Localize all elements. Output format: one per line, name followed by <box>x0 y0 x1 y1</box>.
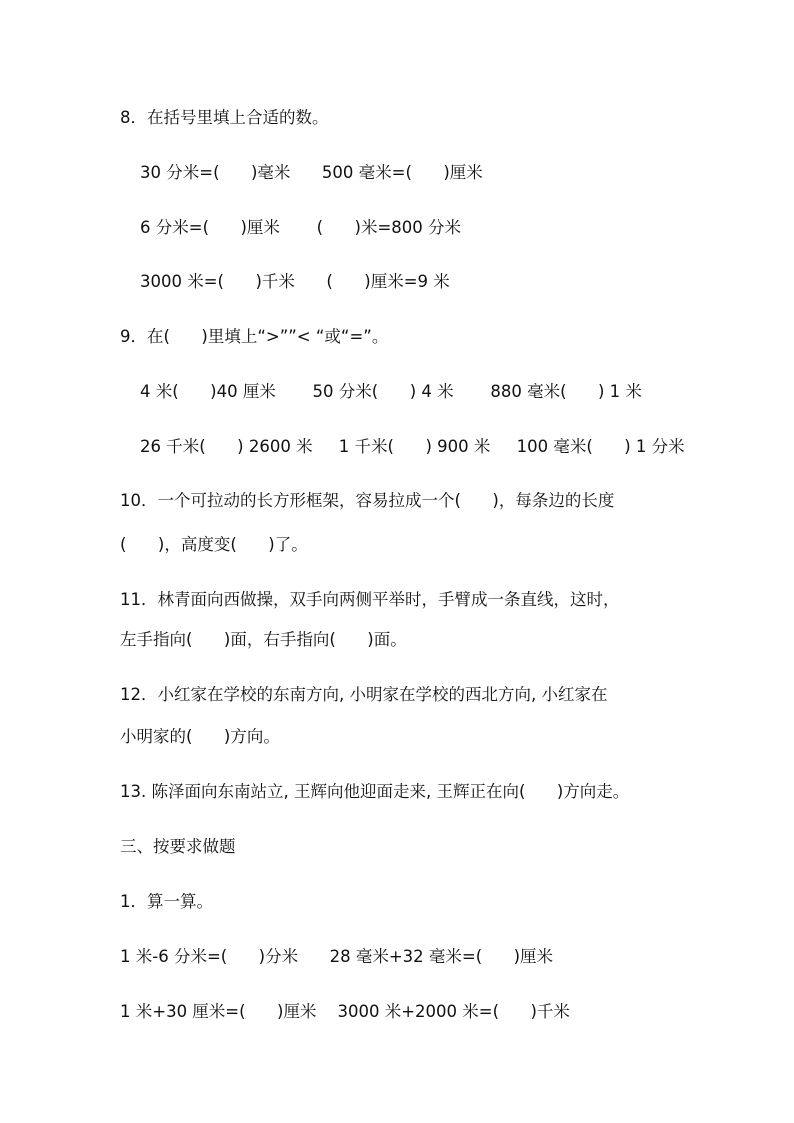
question-8-row-1: 30 分米=( )毫米 500 毫米=( )厘米 <box>140 163 483 182</box>
question-12-line-2: 小明家的( )方向。 <box>120 727 280 746</box>
question-11-line-2: 左手指向( )面，右手指向( )面。 <box>120 630 407 649</box>
question-9-row-2: 26 千米( ) 2600 米 1 千米( ) 900 米 100 毫米( ) 1 分米 <box>140 437 685 456</box>
question-9-row-1: 4 米( )40 厘米 50 分米( ) 4 米 880 毫米( ) 1 米 <box>140 382 642 401</box>
section-3-question-1-title: 1．算一算。 <box>120 892 213 911</box>
section-3-heading: 三、按要求做题 <box>120 837 236 856</box>
section-3-question-1-row-2: 1 米+30 厘米=( )厘米 3000 米+2000 米=( )千米 <box>120 1002 570 1021</box>
question-11-line-1: 11．林青面向西做操，双手向两侧平举时，手臂成一条直线，这时， <box>120 590 620 609</box>
section-3-question-1-row-1: 1 米-6 分米=( )分米 28 毫米+32 毫米=( )厘米 <box>120 947 554 966</box>
question-10-line-2: ( )，高度变( )了。 <box>120 535 308 554</box>
question-12-line-1: 12．小红家在学校的东南方向, 小明家在学校的西北方向, 小红家在 <box>120 685 608 704</box>
question-8-row-3: 3000 米=( )千米 ( )厘米=9 米 <box>140 272 450 291</box>
question-10-line-1: 10．一个可拉动的长方形框架，容易拉成一个( )，每条边的长度 <box>120 491 615 510</box>
question-9-title: 9．在( )里填上“>””< “或“=”。 <box>120 327 389 346</box>
question-8-row-2: 6 分米=( )厘米 ( )米=800 分米 <box>140 218 462 237</box>
question-8-title: 8．在括号里填上合适的数。 <box>120 108 329 127</box>
question-13: 13. 陈泽面向东南站立, 王辉向他迎面走来, 王辉正在向( )方向走。 <box>120 782 630 801</box>
